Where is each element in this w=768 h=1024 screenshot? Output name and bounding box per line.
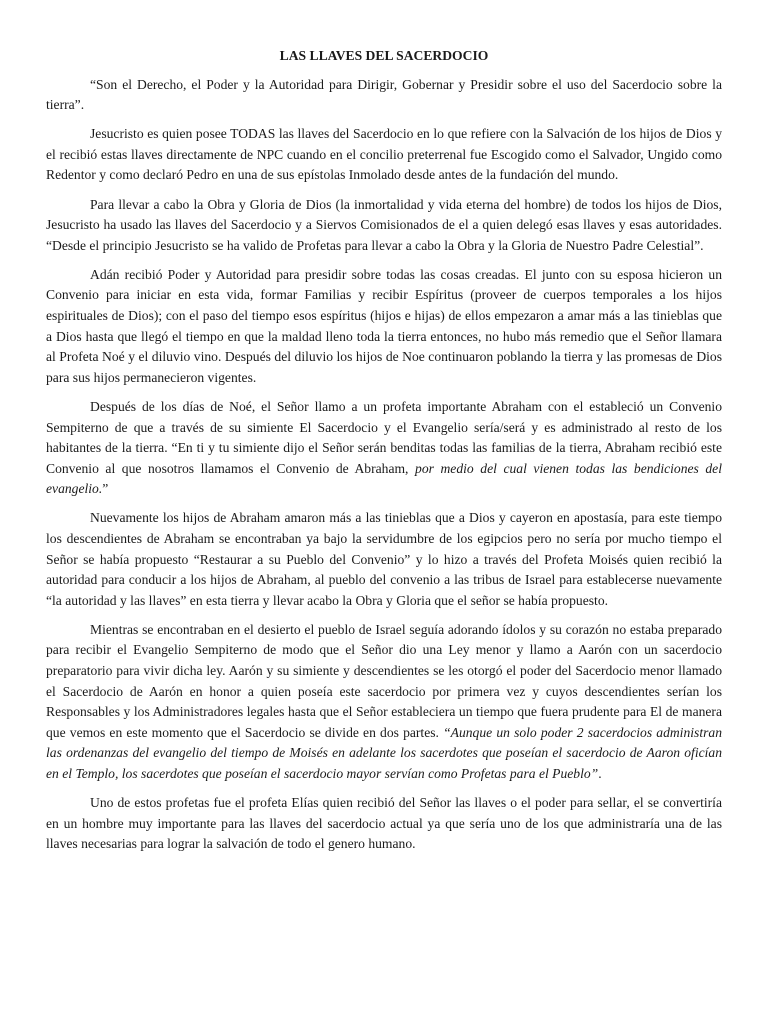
- paragraph-abraham: [46, 397, 722, 500]
- paragraph-moses: Nuevamente los hijos de Abraham amaron más a las tinieblas que a Dios y cayeron en apostasía, para este tiempo los descendientes de Abraham se encontraban ya bajo la servidumbre de los egipcios pero no sería por mucho tiempo el Señor se había propuesto “Restaurar a su Pueblo del Convenio” y lo hizo a través del Profeta Moisés quien recibió la autoridad para conducir a los hijos de Abraham, al pueblo del convenio a las tribus de Israel para establecerse nuevamente “la autoridad y las llaves” en esta tierra y llevar acabo la Obra y Gloria que el señor se había propuesto.: [46, 510, 722, 608]
- paragraph-abraham-close: ”: [102, 481, 109, 497]
- paragraph-work-and-glory: Para llevar a cabo la Obra y Gloria de Dios (la inmortalidad y vida eterna del hombre) de todos los hijos de Dios, Jesucristo ha usado las llaves del Sacerdocio y a Siervos Comisionados de el a quien delegó esas llaves y esas autoridades. “Desde el principio Jesucristo se ha valido de Profetas para llevar a cabo la Obra y la Gloria de Nuestro Padre Celestial”.: [46, 196, 722, 253]
- paragraph-aaron-close: .: [598, 766, 602, 781]
- paragraph-elias: Uno de estos profetas fue el profeta Elías quien recibió del Señor las llaves o el poder para sellar, el se convertiría en un hombre muy importante para las llaves del sacerdocio actual ya que sería uno de los que administraría una de las llaves necesarias para lograr la salvación de todo el genero humano.: [46, 795, 722, 852]
- paragraph-aaron-text: Mientras se encontraban en el desierto el pueblo de Israel seguía adorando ídolos y su corazón no estaba preparado para recibir el Evangelio Sempiterno de modo que el Señor dio una Ley menor y llamo a Aarón con un sacerdocio preparatorio para vivir dicha ley. Aarón y su simiente y descendientes se les otorgó el poder del Sacerdocio menor llamado el Sacerdocio de Aarón en honor a quien poseía este sacerdocio por primera vez y cuyos descendientes serían los Responsables y los Administradores legales hasta que el Señor estableciera un tiempo que fuera prudente para El de manera que vemos en este momento que el Sacerdocio se divide en dos partes.: [46, 621, 722, 740]
- document-page: [46, 38, 722, 863]
- paragraph-aaron-italic: “Aunque un solo poder 2 sacerdocios administran las ordenanzas del evangelio del tiempo de Moisés en adelante los sacerdotes que poseían el sacerdocio de Aaron oficían en el Templo, los sacerdotes que poseían el sacerdocio mayor servían como Profetas para el Pueblo”: [46, 724, 722, 781]
- paragraph-abraham-text: Después de los días de Noé, el Señor llamo a un profeta importante Abraham con el estableció un Convenio Sempiterno de que a través de su simiente El Sacerdocio y el Evangelio sería/será y es administrado al resto de los habitantes de la tierra. “En ti y tu simiente dijo el Señor serán benditas todas las familias de la tierra, Abraham recibió este Convenio al que nosotros llamamos el Convenio de Abraham,: [46, 398, 722, 476]
- document-title: LAS LLAVES DEL SACERDOCIO: [279, 48, 489, 63]
- paragraph-definition: “Son el Derecho, el Poder y la Autoridad para Dirigir, Gobernar y Presidir sobre el uso del Sacerdocio sobre la tierra”.: [46, 76, 722, 113]
- paragraph-adam: Adán recibió Poder y Autoridad para presidir sobre todas las cosas creadas. El junto con su esposa hicieron un Convenio para iniciar en esta vida, formar Familias y recibir Espíritus (proveer de cuerpos temporales a los hijos espirituales de Dios); con el paso del tiempo esos espíritus (hijos e hijas) de ellos empezaron a amar más a las tinieblas que a Dios hasta que llegó el tiempo en que la maldad lleno toda la tierra entonces, no hubo más remedio que el Señor llamara al Profeta Noé y el diluvio vino. Después del diluvio los hijos de Noe continuaron poblando la tierra y las promesas de Dios para sus hijos permanecieron vigentes.: [46, 266, 722, 385]
- paragraph-aaron: [46, 620, 722, 785]
- paragraph-jesucristo-keys: Jesucristo es quien posee TODAS las llaves del Sacerdocio en lo que refiere con la Salvación de los hijos de Dios y el recibió estas llaves directamente de NPC cuando en el concilio preterrenal fue Escogido como el Salvador, Ungido como Redentor y como declaró Pedro en una de sus epístolas Inmolado desde antes de la fundación del mundo.: [46, 126, 722, 183]
- paragraph-abraham-italic: por medio del cual vienen todas las bendiciones del evangelio.: [46, 460, 722, 497]
